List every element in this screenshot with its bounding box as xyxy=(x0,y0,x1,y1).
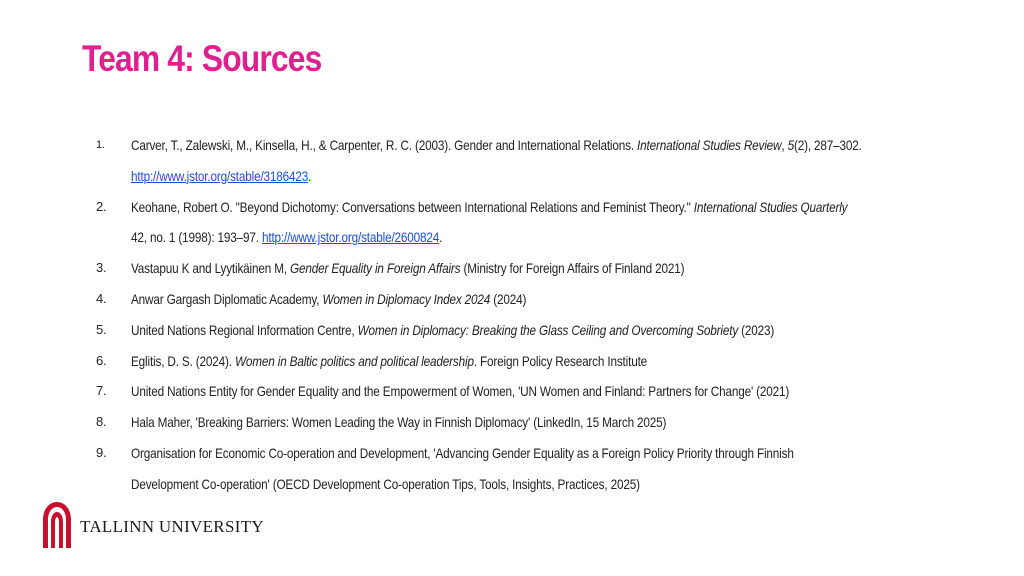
reference-number: 3. xyxy=(96,260,107,276)
reference-link[interactable]: http://www.jstor.org/stable/2600824 xyxy=(261,229,440,246)
reference-text: Anwar Gargash Diplomatic Academy, xyxy=(131,290,323,307)
reference-link[interactable]: http://www.jstor.org/stable/3186423 xyxy=(131,167,309,184)
reference-number: 5. xyxy=(96,321,107,337)
reference-text: Organisation for Economic Co-operation and Development, 'Advancing Gender Equality as a Foreign Policy Priority through Finnish xyxy=(131,444,794,461)
tallinn-university-logo xyxy=(40,500,264,550)
reference-text: Keohane, Robert O. "Beyond Dichotomy: Conversations between International Relations and Feminist Theory." xyxy=(131,198,694,215)
reference-item-8 xyxy=(96,407,976,438)
reference-text: United Nations Entity for Gender Equality and the Empowerment of Women, 'UN Women and Finland: Partners for Change' (2021) xyxy=(131,383,790,400)
reference-number: 7. xyxy=(96,383,107,399)
tallinn-university-logo-icon xyxy=(40,500,74,550)
reference-item-6: 6. Eglitis, D. S. (2024). Women in Baltic politics and political leadership. Foreign Policy Research Institute xyxy=(96,346,976,377)
reference-number: 1. xyxy=(96,139,105,151)
journal-title: International Studies Quarterly xyxy=(693,198,848,215)
page-title: Team 4: Sources xyxy=(82,38,322,79)
publication-title: Women in Diplomacy: Breaking the Glass Ceiling and Overcoming Sobriety xyxy=(357,321,739,338)
logo-text: TALLINN UNIVERSITY xyxy=(80,517,264,536)
reference-text: United Nations Regional Information Centre, xyxy=(131,321,358,338)
reference-number: 8. xyxy=(96,414,107,430)
reference-number: 9. xyxy=(96,444,107,460)
reference-item-5: 5. United Nations Regional Information Centre, Women in Diplomacy: Breaking the Glass Ceiling and Overcoming Sobriety (2023) xyxy=(96,315,976,346)
journal-title: International Studies Review xyxy=(637,137,782,153)
volume: 5 xyxy=(787,137,794,153)
reference-text: Eglitis, D. S. (2024). xyxy=(131,352,235,369)
reference-text: Vastapuu K and Lyytikäinen M, xyxy=(131,260,291,277)
reference-list xyxy=(96,130,976,500)
reference-number: 2. xyxy=(96,198,107,214)
reference-item-9 xyxy=(96,438,976,500)
publication-title: Gender Equality in Foreign Affairs xyxy=(290,260,461,277)
publication-title: Women in Baltic politics and political leadership xyxy=(234,352,474,369)
reference-number: 6. xyxy=(96,352,107,368)
reference-item-3: 3. Vastapuu K and Lyytikäinen M, Gender Equality in Foreign Affairs (Ministry for Foreign Affairs of Finland 2021) xyxy=(96,253,976,284)
reference-text-continued: Development Co-operation' (OECD Development Co-operation Tips, Tools, Insights, Practices, 2025) xyxy=(131,475,640,492)
reference-text: Carver, T., Zalewski, M., Kinsella, H., & Carpenter, R. C. (2003). Gender and International Relations. xyxy=(131,137,638,153)
reference-item-2: 2. Keohane, Robert O. "Beyond Dichotomy: Conversations between International Relations and Feminist Theory." International Studies Quarterly 42, no. 1 (1998): 193–97. http://www.jstor.org/stable/2600824. xyxy=(96,192,976,254)
publication-title: Women in Diplomacy Index 2024 xyxy=(322,290,491,307)
reference-item-1: 1. Carver, T., Zalewski, M., Kinsella, H., & Carpenter, R. C. (2003). Gender and International Relations. International Studies Review, 5(2), 287–302. http://www.jstor.org/stable/3186423. xyxy=(96,130,976,192)
reference-item-4: 4. Anwar Gargash Diplomatic Academy, Women in Diplomacy Index 2024 (2024) xyxy=(96,284,976,315)
reference-number: 4. xyxy=(96,290,107,306)
reference-text: Hala Maher, 'Breaking Barriers: Women Leading the Way in Finnish Diplomacy' (LinkedIn, 15 March 2025) xyxy=(131,414,667,431)
reference-item-7 xyxy=(96,376,976,407)
